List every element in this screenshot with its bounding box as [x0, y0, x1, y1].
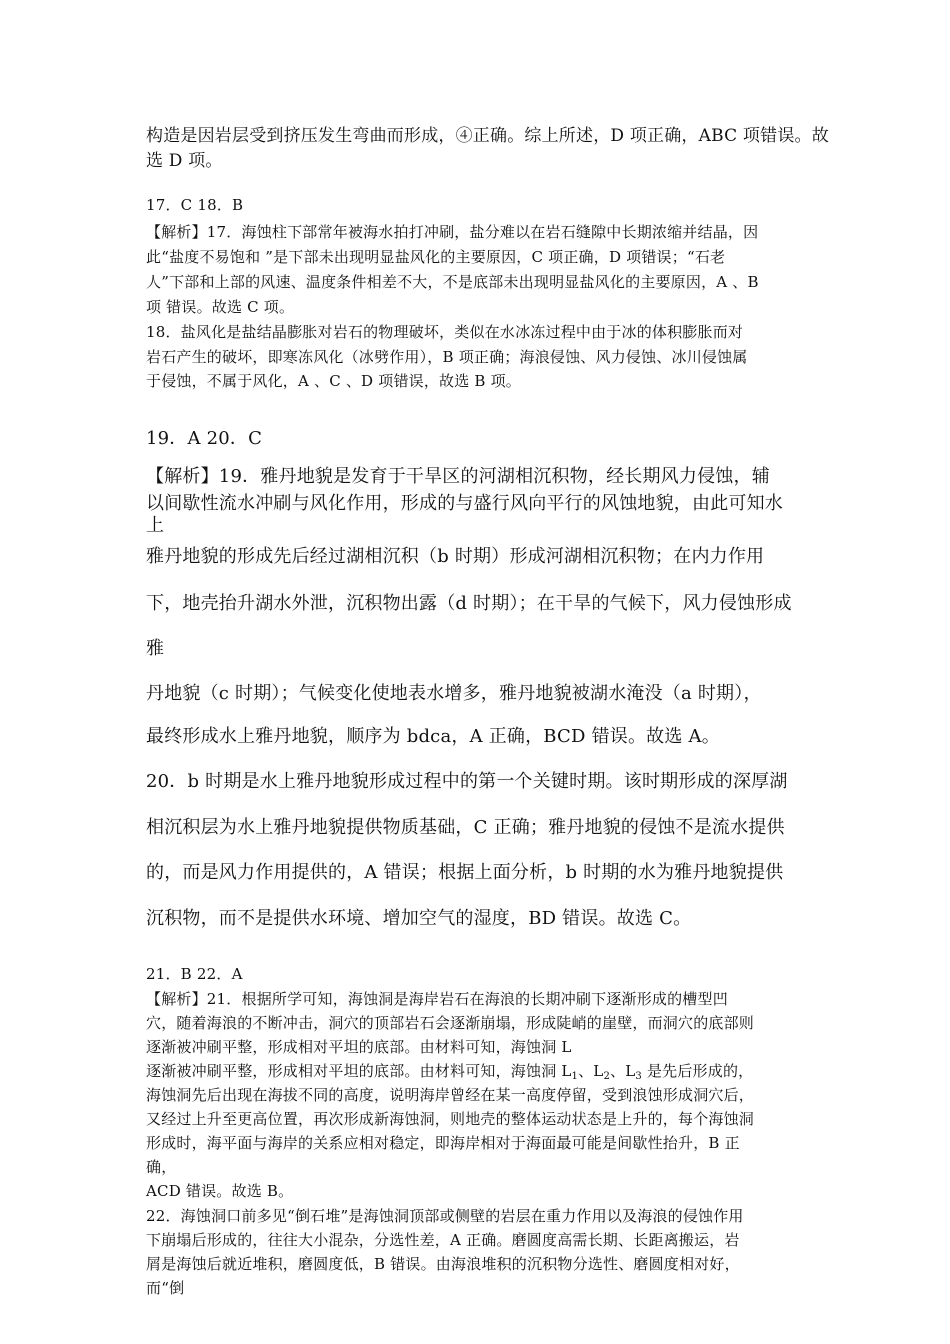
text-line: 选 D 项。	[146, 151, 223, 171]
text-line: 构造是因岩层受到挤压发生弯曲而形成，④正确。综上所述，D 项正确，ABC 项错误。故	[146, 126, 829, 146]
text-line: 的，而是风力作用提供的，A 错误；根据上面分析，b 时期的水为雅丹地貌提供	[146, 862, 784, 883]
text-line: 此“盐度不易饱和 ”是下部未出现明显盐风化的主要原因，C 项正确，D 项错误；“石老	[146, 248, 726, 266]
text-line: 最终形成水上雅丹地貌，顺序为 bdca，A 正确，BCD 错误。故选 A。	[146, 726, 720, 747]
text-line: 沉积物，而不是提供水环境、增加空气的湿度，BD 错误。故选 C。	[146, 908, 692, 929]
text-line: 雅	[146, 638, 165, 659]
text-line: 岩石产生的破坏，即寒冻风化（冰劈作用），B 项正确；海浪侵蚀、风力侵蚀、冰川侵蚀属	[146, 348, 748, 366]
text-line: 相沉积层为水上雅丹地貌提供物质基础，C 正确；雅丹地貌的侵蚀不是流水提供	[146, 817, 785, 838]
text-line: 项 错误。故选 C 项。	[146, 298, 295, 316]
text-line: 于侵蚀，不属于风化，A 、C 、D 项错误，故选 B 项。	[146, 372, 522, 390]
text-line: 18．盐风化是盐结晶膨胀对岩石的物理破坏，类似在水冰冻过程中由于冰的体积膨胀而对	[146, 323, 744, 341]
text-line: 【解析】17．海蚀柱下部常年被海水拍打冲刷，盐分难以在岩石缝隙中长期浓缩并结晶，因	[146, 223, 759, 241]
text-line: 雅丹地貌的形成先后经过湖相沉积（b 时期）形成河湖相沉积物；在内力作用	[146, 546, 765, 567]
text-line: 上	[146, 515, 165, 536]
text-line: 【解析】19．雅丹地貌是发育于干旱区的河湖相沉积物，经长期风力侵蚀，辅	[146, 466, 770, 487]
answer-line: 17．C 18．B	[146, 196, 244, 214]
text-line: 海蚀洞先后出现在海拔不同的高度，说明海岸曾经在某一高度停留，受到浪蚀形成洞穴后，	[146, 1086, 755, 1104]
cave-label: 、L	[578, 1062, 604, 1080]
text-line: 穴，随着海浪的不断冲击，洞穴的顶部岩石会逐渐崩塌，形成陡峭的崖壁，而洞穴的底部则	[146, 1014, 755, 1032]
cave-label: 、L	[610, 1062, 636, 1080]
text-line: 人”下部和上部的风速、温度条件相差不大，不是底部未出现明显盐风化的主要原因，A 、B	[146, 273, 759, 291]
text-fragment: 逐渐被冲刷平整，形成相对平坦的底部。由材料可知，海蚀洞 L	[146, 1062, 572, 1080]
cave-label: 1	[571, 1071, 579, 1082]
text-line: 20．b 时期是水上雅丹地貌形成过程中的第一个关键时期。该时期形成的深厚湖	[146, 771, 788, 792]
text-line: 下崩塌后形成的，往往大小混杂，分选性差，A 正确。磨圆度高需长期、长距离搬运，岩	[146, 1231, 740, 1249]
text-line: ACD 错误。故选 B。	[146, 1182, 294, 1200]
text-line: 而“倒	[146, 1279, 185, 1297]
text-line: 形成时，海平面与海岸的关系应相对稳定，即海岸相对于海面最可能是间歇性抬升，B 正	[146, 1134, 740, 1152]
text-line: 丹地貌（c 时期）；气候变化使地表水增多，雅丹地貌被湖水淹没（a 时期），	[146, 683, 762, 704]
text-fragment: 是先后形成的，	[641, 1062, 754, 1080]
cave-label: 2	[603, 1071, 611, 1082]
text-line: 22．海蚀洞口前多见“倒石堆”是海蚀洞顶部或侧壁的岩层在重力作用以及海浪的侵蚀作用	[146, 1207, 744, 1225]
text-line: 逐渐被冲刷平整，形成相对平坦的底部。由材料可知，海蚀洞 L	[146, 1038, 572, 1056]
text-line: 确，	[146, 1158, 177, 1176]
text-line: 屑是海蚀后就近堆积，磨圆度低，B 错误。由海浪堆积的沉积物分选性、磨圆度相对好，	[146, 1255, 740, 1273]
text-line: 【解析】21．根据所学可知，海蚀洞是海岸岩石在海浪的长期冲刷下逐渐形成的槽型凹	[146, 990, 728, 1008]
answer-line: 19．A 20．C	[146, 428, 263, 449]
text-line-cave-labels	[146, 1060, 753, 1082]
cave-label: 3	[635, 1071, 642, 1082]
text-line: 下，地壳抬升湖水外泄，沉积物出露（d 时期）；在干旱的气候下，风力侵蚀形成	[146, 593, 792, 614]
text-line: 以间歇性流水冲刷与风化作用，形成的与盛行风向平行的风蚀地貌，由此可知水	[146, 493, 783, 514]
text-line: 又经过上升至更高位置，再次形成新海蚀洞，则地壳的整体运动状态是上升的，每个海蚀洞	[146, 1110, 755, 1128]
answer-line: 21．B 22．A	[146, 965, 243, 983]
